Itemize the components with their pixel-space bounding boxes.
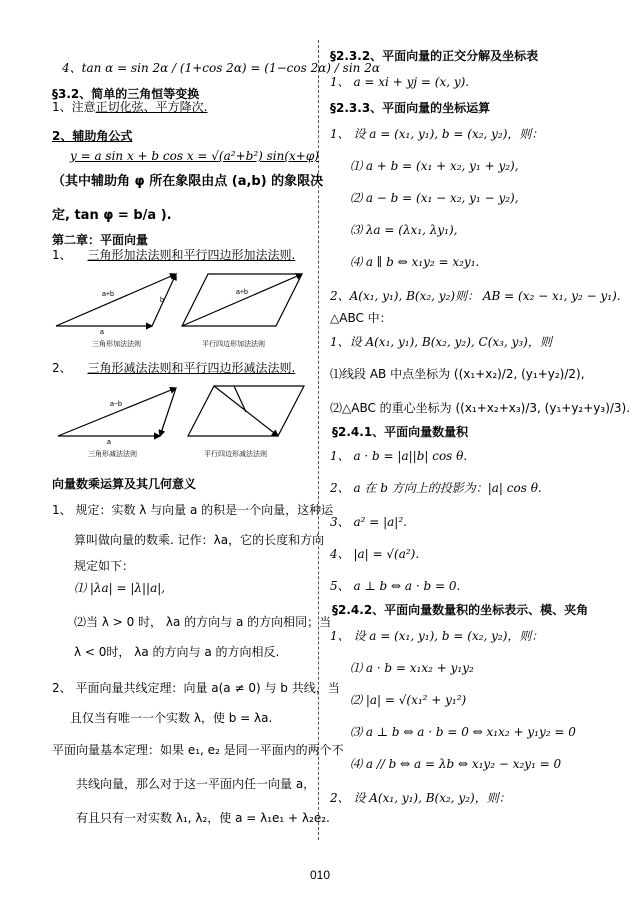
vector-b (152, 274, 176, 326)
aux-angle-note: （其中辅助角 φ 所在象限由点 (a,b) 的象限决 (52, 174, 324, 189)
centroid-formula: ⑵△ABC 的重心坐标为 ((x₁+x₂+x₃)/3, (y₁+y₂+y₃)/3). (330, 401, 631, 415)
coord-points-intro: 2、 设 A(x₁, y₁), B(x₂, y₂)，则： (330, 791, 511, 805)
scalar-length: ⑴ |λa| = |λ||a|, (74, 581, 166, 595)
chapter-2-title: 第二章：平面向量 (52, 233, 149, 247)
subtraction-rule-text: 三角形减法法则和平行四边形减法法则. (87, 361, 296, 375)
section-3-2-heading: §3.2、简单的三角恒等变换 (52, 87, 200, 101)
coord-dot-product: ⑴ a · b = x₁x₂ + y₁y₂ (350, 661, 474, 675)
coord-dot-intro: 1、 设 a = (x₁, y₁), b = (x₂, y₂)，则： (330, 629, 544, 643)
subtraction-rule-num: 2、 (52, 361, 72, 375)
addition-rule-line (52, 247, 295, 263)
aux-angle-note-2: 定, tan φ = b/a ). (52, 208, 172, 223)
scalar-direction-positive: ⑵当 λ > 0 时， λa 的方向与 a 的方向相同；当 (74, 615, 332, 629)
scalar-rule-2: 算叫做向量的数乘. 记作：λa，它的长度和方向 (74, 533, 325, 547)
section-2-3-2-heading: §2.3.2、平面向量的正交分解及坐标表 (330, 49, 539, 63)
basic-theorem-1: 平面向量基本定理：如果 e₁, e₂ 是同一平面内的两个不 (52, 743, 344, 757)
tan-double-angle-formula: 4、tan α = sin 2α / (1+cos 2α) = (1−cos 2α) / sin 2α (62, 61, 380, 75)
addition-rule-text: 三角形加法法则和平行四边形加法法则. (87, 248, 296, 262)
triangle-points: 1、设 A(x₁, y₁), B(x₂, y₂), C(x₃, y₃)，则 (330, 335, 552, 349)
scalar-rule-1: 1、 规定：实数 λ 与向量 a 的积是一个向量，这种运 (52, 503, 334, 517)
parallelogram-sub-inner (234, 386, 246, 412)
section-2-3-3-heading: §2.3.3、平面向量的坐标运算 (330, 101, 491, 115)
collinear-theorem-2: 且仅当有唯一一个实数 λ，使 b = λa. (70, 711, 273, 725)
triangle-intro: △ABC 中： (330, 311, 392, 325)
caption-triangle-add: 三角形加法法则 (92, 340, 141, 348)
caption-parallelogram-sub: 平行四边形减法法则 (204, 450, 267, 458)
addition-rule-num: 1、 (52, 248, 72, 262)
subtraction-figures (52, 380, 308, 462)
coord-magnitude: ⑵ |a| = √(x₁² + y₁²) (350, 693, 467, 707)
dot-product-def: 1、 a · b = |a||b| cos θ. (330, 449, 468, 463)
subtraction-rule-line (52, 360, 295, 376)
coord-op-intro: 1、 设 a = (x₁, y₁), b = (x₂, y₂)，则： (330, 127, 544, 141)
basic-theorem-3: 有且只有一对实数 λ₁, λ₂，使 a = λ₁e₁ + λ₂e₂. (76, 811, 330, 825)
caption-parallelogram-add: 平行四边形加法法则 (202, 340, 265, 348)
collinear-theorem: 2、 平面向量共线定理：向量 a(a ≠ 0) 与 b 共线，当 (52, 681, 340, 695)
vector-b-sub (58, 388, 176, 436)
perpendicular: 5、 a ⊥ b ⇔ a · b = 0. (330, 579, 461, 593)
section-2-4-1-heading: §2.4.1、平面向量数量积 (332, 425, 469, 439)
aux-angle-formula: y = a sin x + b cos x = √(a²+b²) sin(x+φ) (70, 149, 319, 163)
coord-ab-vector: 2、A(x₁, y₁), B(x₂, y₂)则： AB = (x₂ − x₁, y₂ − y₁). (330, 289, 621, 303)
coord-perpendicular: ⑶ a ⊥ b ⇔ a · b = 0 ⇔ x₁x₂ + y₁y₂ = 0 (350, 725, 576, 739)
label-a-minus-b: a−b (110, 401, 122, 408)
scalar-mult-title: 向量数乘运算及其几何意义 (52, 477, 197, 491)
caption-triangle-sub: 三角形减法法则 (88, 450, 137, 458)
label-a-sub: a (107, 439, 111, 446)
orthogonal-decomposition: 1、 a = xi + yj = (x, y). (330, 75, 470, 89)
vector-a-plus-b (56, 274, 176, 326)
coord-difference: ⑵ a − b = (x₁ − x₂, y₁ − y₂), (350, 191, 519, 205)
scalar-rule-3: 规定如下： (74, 559, 135, 573)
parallelogram-diagonal (182, 274, 302, 326)
coord-parallel: ⑷ a ∥ b ⇔ x₁y₂ = x₂y₁. (350, 255, 480, 269)
note-prefix: 1、注意 (52, 100, 96, 114)
midpoint-formula: ⑴线段 AB 中点坐标为 ((x₁+x₂)/2, (y₁+y₂)/2), (330, 367, 585, 381)
label-a-plus-b: a+b (102, 291, 114, 298)
label-a: a (100, 329, 104, 336)
section-2-4-2-heading: §2.4.2、平面向量数量积的坐标表示、模、夹角 (332, 603, 589, 617)
note-emphasis: 正切化弦、平方降次. (95, 100, 208, 114)
label-b: b (160, 297, 164, 304)
scalar-direction-negative: λ < 0时， λa 的方向与 a 的方向相反. (74, 645, 280, 659)
note-line (52, 99, 207, 115)
label-a-plus-b-right: a+b (236, 289, 248, 296)
magnitude-sqrt: 4、 |a| = √(a²). (330, 547, 420, 561)
square-magnitude: 3、 a² = |a|². (330, 515, 407, 529)
projection: 2、 a 在 b 方向上的投影为：|a| cos θ. (330, 481, 542, 495)
coord-scalar: ⑶ λa = (λx₁, λy₁), (350, 223, 458, 237)
coord-parallel-2: ⑷ a // b ⇔ a = λb ⇔ x₁y₂ − x₂y₁ = 0 (350, 757, 562, 771)
page-number: 010 (309, 868, 331, 882)
coord-sum: ⑴ a + b = (x₁ + x₂, y₁ + y₂), (350, 159, 519, 173)
addition-figures (52, 268, 308, 352)
basic-theorem-2: 共线向量，那么对于这一平面内任一向量 a， (76, 777, 316, 791)
vector-a-minus-b (160, 388, 176, 436)
aux-angle-heading: 2、辅助角公式 (52, 129, 133, 143)
